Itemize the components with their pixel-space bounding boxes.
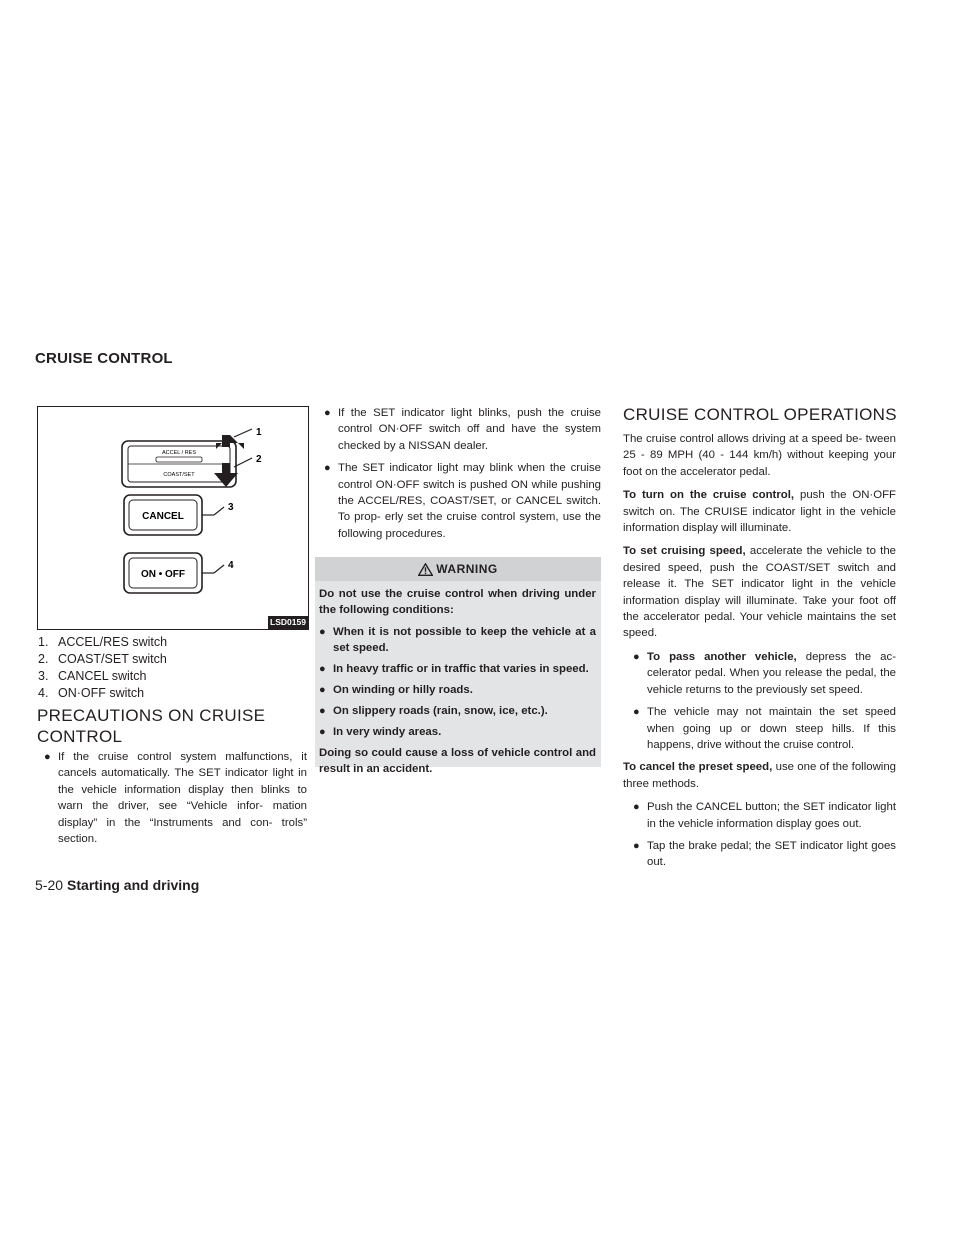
bullet-icon: ● bbox=[633, 706, 640, 719]
bullet-text: The SET indicator light may blink when the cruise control ON·OFF switch is pushed ON while pushing the ACCEL/RES, COAST/SET, or CANCEL switch. To prop- erly set the cruise control system, use the following procedures. bbox=[338, 462, 601, 540]
legend-item bbox=[38, 668, 167, 685]
bullet-icon: ● bbox=[44, 751, 51, 763]
list-item bbox=[44, 749, 307, 847]
bullet-icon: ● bbox=[633, 801, 640, 814]
bullet-text: On slippery roads (rain, snow, ice, etc.). bbox=[333, 705, 548, 717]
operations-intro: The cruise control allows driving at a speed be- tween 25 - 89 MPH (40 - 144 km/h) without keeping your foot on the accelerator pedal. bbox=[623, 433, 896, 478]
set-speed-text: accelerate the vehicle to the desired speed, push the COAST/SET switch and release it. The SET indicator light in the vehicle information display will illuminate. Take your foot off the accelerator pedal. Your vehicle maintains the set speed. bbox=[623, 545, 896, 640]
on-off-switch-label: ON • OFF bbox=[140, 569, 186, 580]
bullet-text: Push the CANCEL button; the SET indicator light in the vehicle information display goes out. bbox=[647, 801, 896, 830]
bullet-text bbox=[647, 649, 896, 698]
precautions-heading bbox=[37, 705, 265, 747]
bullet-icon: ● bbox=[319, 684, 326, 696]
precautions-list-continued bbox=[324, 405, 601, 548]
warning-header bbox=[315, 557, 601, 581]
precautions-list bbox=[44, 749, 307, 853]
bullet-text: If the cruise control system malfunctions, it cancels automatically. The SET indicator light in the vehicle information display then blinks to warn the driver, see “Vehicle infor- mation display” in the “Instruments and con- trols” section. bbox=[58, 751, 307, 846]
bullet-text: When it is not possible to keep the vehicle at a set speed. bbox=[333, 626, 596, 654]
bullet-icon: ● bbox=[633, 650, 640, 663]
callout-2: 2 bbox=[256, 454, 262, 465]
precautions-heading-line2: CONTROL bbox=[37, 727, 123, 746]
list-item bbox=[319, 682, 596, 698]
accel-res-label: ACCEL / RES bbox=[161, 450, 197, 456]
legend-num: 4. bbox=[38, 686, 49, 700]
cancel-lead: To cancel the preset speed, bbox=[623, 761, 773, 774]
figure-legend bbox=[38, 634, 167, 702]
operations-heading: CRUISE CONTROL OPERATIONS bbox=[623, 405, 897, 424]
list-item bbox=[324, 460, 601, 542]
legend-num: 3. bbox=[38, 669, 49, 683]
legend-num: 2. bbox=[38, 652, 49, 666]
figure-code: LSD0159 bbox=[268, 616, 308, 629]
bullet-icon: ● bbox=[319, 705, 326, 717]
list-item bbox=[633, 704, 896, 753]
turn-on-lead: To turn on the cruise control, bbox=[623, 489, 795, 502]
legend-text: ACCEL/RES switch bbox=[58, 635, 168, 649]
list-item bbox=[324, 405, 601, 454]
list-item bbox=[633, 838, 896, 871]
warning-body bbox=[315, 581, 601, 777]
bullet-icon: ● bbox=[633, 839, 640, 852]
turn-on-text: push the ON·OFF switch on. The CRUISE indicator light in the vehicle information display will illuminate. bbox=[623, 489, 896, 535]
bullet-icon: ● bbox=[324, 462, 331, 475]
bullet-text: In heavy traffic or in traffic that varies in speed. bbox=[333, 663, 589, 675]
bullet-icon: ● bbox=[324, 407, 331, 419]
list-item bbox=[319, 724, 596, 740]
operations-content bbox=[623, 431, 896, 877]
cancel-methods bbox=[623, 799, 896, 871]
set-speed-paragraph bbox=[623, 543, 896, 641]
bullet-text: If the SET indicator light blinks, push the cruise control ON·OFF switch off and have the system checked by a NISSAN dealer. bbox=[338, 407, 601, 452]
callout-3: 3 bbox=[228, 502, 234, 513]
precautions-heading-line1: PRECAUTIONS ON CRUISE bbox=[37, 706, 266, 725]
legend-item bbox=[38, 685, 167, 702]
legend-text: ON·OFF switch bbox=[58, 686, 145, 700]
page-number: 5-20 bbox=[35, 877, 64, 893]
section-title: CRUISE CONTROL bbox=[35, 350, 173, 367]
legend-num: 1. bbox=[38, 635, 49, 649]
pass-lead: To pass another vehicle, bbox=[647, 650, 797, 663]
callout-1: 1 bbox=[256, 427, 262, 438]
warning-box bbox=[315, 557, 601, 775]
list-item bbox=[319, 661, 596, 677]
list-item bbox=[319, 624, 596, 656]
set-speed-notes bbox=[623, 649, 896, 753]
bullet-icon: ● bbox=[319, 626, 326, 638]
legend-item bbox=[38, 651, 167, 668]
list-item bbox=[319, 703, 596, 719]
warning-title: WARNING bbox=[436, 562, 498, 576]
bullet-text: On winding or hilly roads. bbox=[333, 684, 473, 696]
bullet-icon: ● bbox=[319, 663, 326, 675]
cancel-paragraph bbox=[623, 759, 896, 792]
bullet-text: Tap the brake pedal; the SET indicator light goes out. bbox=[647, 839, 896, 869]
bullet-text: In very windy areas. bbox=[333, 726, 442, 738]
turn-on-paragraph bbox=[623, 487, 896, 536]
warning-triangle-icon bbox=[418, 563, 433, 576]
list-item bbox=[633, 649, 896, 698]
bullet-text: The vehicle may not maintain the set speed when going up or down steep hills. If this happens, drive without the cruise control. bbox=[647, 706, 896, 751]
list-item bbox=[633, 799, 896, 832]
coast-set-label: COAST/SET bbox=[163, 472, 195, 478]
warning-intro: Do not use the cruise control when driving under the following conditions: bbox=[319, 588, 596, 616]
switch-diagram bbox=[38, 407, 308, 629]
pass-text: depress the ac- celerator pedal. When you release the pedal, the vehicle returns to the previously set speed. bbox=[647, 650, 896, 696]
callout-4: 4 bbox=[228, 560, 234, 571]
set-speed-lead: To set cruising speed, bbox=[623, 545, 746, 558]
legend-text: COAST/SET switch bbox=[58, 652, 167, 666]
warning-closing: Doing so could cause a loss of vehicle control and result in an accident. bbox=[319, 747, 596, 775]
cruise-switch-figure bbox=[37, 406, 309, 630]
bullet-icon: ● bbox=[319, 726, 326, 738]
cancel-text: use one of the following three methods. bbox=[623, 761, 896, 790]
legend-item bbox=[38, 634, 167, 651]
legend-text: CANCEL switch bbox=[58, 669, 147, 683]
chapter-title: Starting and driving bbox=[67, 877, 200, 893]
cancel-switch-label: CANCEL bbox=[142, 511, 184, 522]
page-footer bbox=[35, 877, 199, 893]
